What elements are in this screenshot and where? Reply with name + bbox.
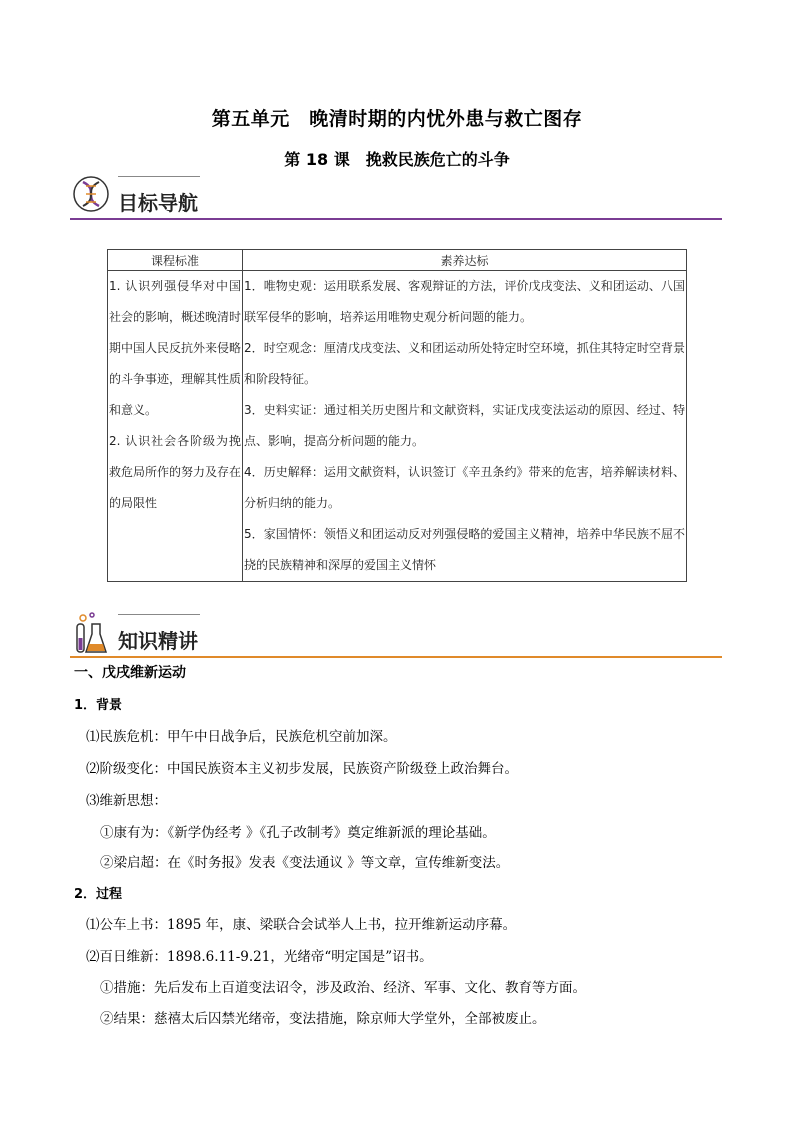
background-subitem: ①康有为：《新学伪经考 》《孔子改制考》奠定维新派的理论基础。 — [100, 825, 496, 841]
literacy-cell — [243, 271, 687, 582]
background-item: ⑶维新思想： — [86, 793, 167, 809]
table-header-literacy: 素养达标 — [243, 250, 687, 271]
subheading-process: 2．过程 — [74, 887, 123, 902]
table-header-standards: 课程标准 — [108, 250, 243, 271]
literacy-item: 2．时空观念：厘清戊戌变法、义和团运动所处特定时空环境，抓住其特定时空背景和阶段特征。 — [244, 341, 685, 386]
standard-item: 1. 认识列强侵华对中国社会的影响，概述晚清时期中国人民反抗外来侵略的斗争事迹，理解其性质和意义。 — [109, 279, 242, 417]
section-title-goals: 目标导航 — [118, 191, 198, 215]
unit-title: 第五单元 晚清时期的内忧外患与救亡图存 — [211, 108, 583, 130]
process-subitem: ②结果：慈禧太后囚禁光绪帝，变法措施，除京师大学堂外，全部被废止。 — [100, 1011, 546, 1027]
subheading-background: 1．背景 — [74, 698, 123, 713]
standards-cell — [108, 271, 243, 582]
section-title-knowledge: 知识精讲 — [118, 629, 198, 653]
lesson-title: 第 18 课 挽救民族危亡的斗争 — [284, 150, 510, 169]
background-item: ⑴民族危机：甲午中日战争后，民族危机空前加深。 — [86, 729, 397, 745]
process-item: ⑴公车上书：1895 年，康、梁联合会试举人上书，拉开维新运动序幕。 — [86, 917, 517, 933]
literacy-item: 1．唯物史观：运用联系发展、客观辩证的方法，评价戊戌变法、义和团运动、八国联军侵华的影响，培养运用唯物史观分析问题的能力。 — [244, 279, 685, 324]
process-item: ⑵百日维新：1898.6.11-9.21，光绪帝“明定国是”诏书。 — [86, 949, 433, 965]
literacy-item: 3．史料实证：通过相关历史图片和文献资料，实证戊戌变法运动的原因、经过、特点、影响，提高分析问题的能力。 — [244, 403, 685, 448]
background-subitem: ②梁启超：在《时务报》发表《变法通议 》等文章，宣传维新变法。 — [100, 855, 510, 871]
background-item: ⑵阶级变化：中国民族资本主义初步发展，民族资产阶级登上政治舞台。 — [86, 761, 518, 777]
section-header-knowledge — [70, 612, 722, 658]
literacy-item: 5．家国情怀：领悟义和团运动反对列强侵略的爱国主义精神，培养中华民族不屈不挠的民族精神和深厚的爱国主义情怀 — [244, 527, 685, 572]
standard-item: 2. 认识社会各阶级为挽救危局所作的努力及存在的局限性 — [109, 434, 242, 510]
section-header-goals — [70, 174, 722, 220]
standards-table — [107, 249, 687, 582]
dna-helix-icon — [72, 174, 110, 214]
process-subitem: ①措施：先后发布上百道变法诏令，涉及政治、经济、军事、文化、教育等方面。 — [100, 980, 586, 996]
literacy-item: 4．历史解释：运用文献资料，认识签订《辛丑条约》带来的危害，培养解读材料、分析归纳的能力。 — [244, 465, 685, 510]
heading-reform-movement: 一、戊戌维新运动 — [74, 665, 186, 681]
flask-icon — [72, 612, 110, 652]
